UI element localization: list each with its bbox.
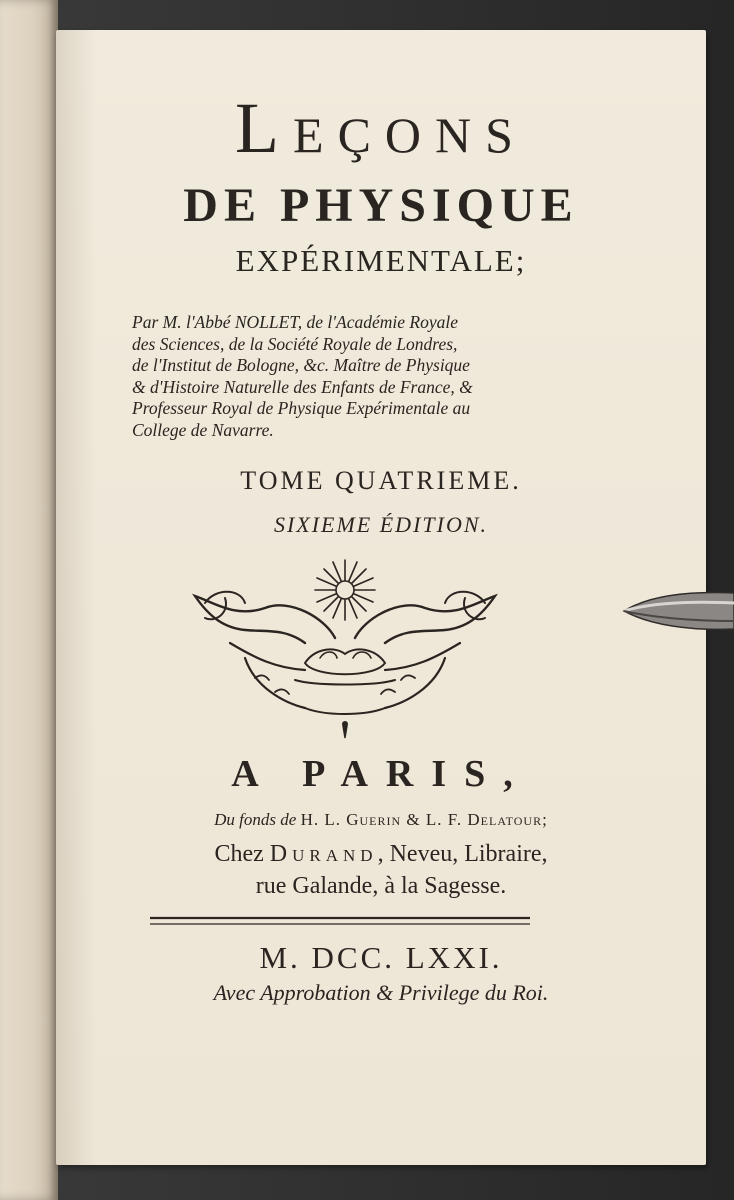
bookseller-name: Durand bbox=[269, 841, 378, 867]
printer-ornament-icon bbox=[185, 558, 505, 748]
volume-statement: TOME QUATRIEME. bbox=[240, 466, 522, 495]
bookseller-suffix: , Neveu, Libraire, bbox=[377, 841, 548, 867]
edition-statement: SIXIEME ÉDITION. bbox=[273, 512, 489, 537]
author-line: & d'Histoire Naturelle des Enfants de France, & bbox=[132, 376, 473, 397]
pen-icon bbox=[620, 585, 734, 635]
author-line: Professeur Royal de Physique Expérimentale au bbox=[132, 398, 471, 418]
previous-page-edge bbox=[0, 0, 58, 1200]
imprint-stock-prefix: Du fonds de bbox=[214, 810, 297, 829]
author-line: de l'Institut de Bologne, &c. Maître de Physique bbox=[132, 355, 470, 375]
double-rule-divider bbox=[150, 914, 530, 928]
imprint-stock-line bbox=[56, 810, 706, 830]
imprint-stock-names: H. L. Guerin & L. F. Delatour; bbox=[300, 810, 548, 829]
title-line-experimentale: EXPÉRIMENTALE; bbox=[235, 243, 527, 278]
bookseller-address: rue Galande, à la Sagesse. bbox=[255, 873, 507, 900]
bookseller-prefix: Chez bbox=[214, 841, 264, 867]
title-line-lecons: Leçons bbox=[235, 88, 527, 168]
author-line: College de Navarre. bbox=[132, 419, 274, 440]
bookseller-line bbox=[56, 838, 706, 870]
author-line: Par M. l'Abbé NOLLET, de l'Académie Royale bbox=[132, 312, 458, 332]
author-line: des Sciences, de la Société Royale de Londres, bbox=[132, 333, 458, 354]
royal-privilege-statement: Avec Approbation & Privilege du Roi. bbox=[213, 980, 549, 1005]
imprint-city: A PARIS, bbox=[231, 753, 531, 795]
imprint-year: M. DCC. LXXI. bbox=[259, 940, 503, 975]
author-statement bbox=[132, 312, 622, 441]
imprint-bookseller bbox=[56, 838, 706, 903]
title-line-de-physique: DE PHYSIQUE bbox=[183, 179, 579, 232]
